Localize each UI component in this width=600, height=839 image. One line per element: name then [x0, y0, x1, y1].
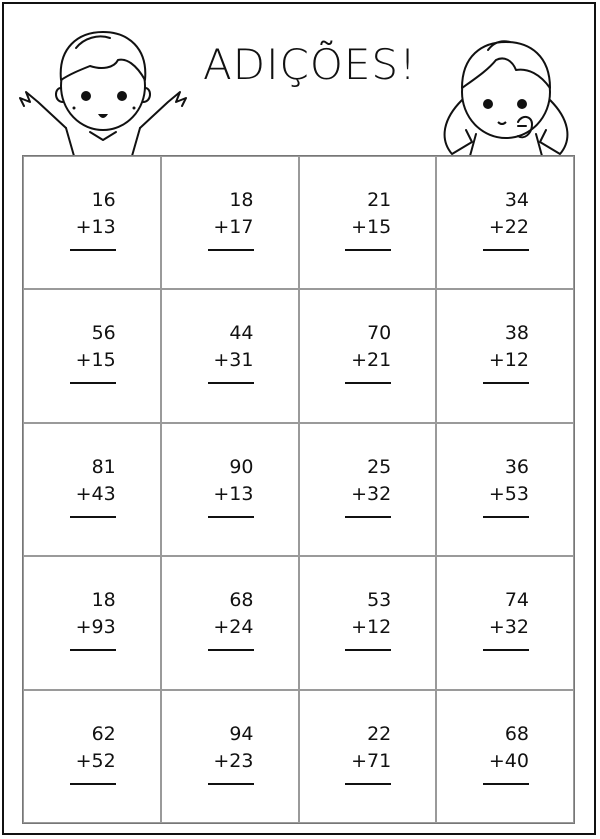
- second-addend: +32: [488, 616, 529, 639]
- answer-line[interactable]: [70, 516, 116, 518]
- problem-cell: [436, 690, 574, 823]
- answer-line[interactable]: [483, 649, 529, 651]
- answer-line[interactable]: [345, 249, 391, 251]
- addition-problem: [56, 587, 116, 641]
- addition-problem: [56, 187, 116, 241]
- problem-cell: [436, 289, 574, 422]
- first-addend: 25: [367, 455, 392, 478]
- first-addend: 74: [504, 589, 529, 612]
- first-addend: 70: [367, 322, 392, 345]
- first-addend: 34: [504, 189, 529, 211]
- second-addend: +15: [75, 349, 116, 372]
- answer-line[interactable]: [70, 249, 116, 251]
- second-addend: +13: [213, 482, 254, 505]
- first-addend: 16: [91, 189, 116, 211]
- addition-problem: [194, 187, 254, 241]
- answer-line[interactable]: [483, 783, 529, 785]
- answer-line[interactable]: [345, 382, 391, 384]
- first-addend: 18: [229, 189, 254, 211]
- answer-line[interactable]: [345, 783, 391, 785]
- addition-problem: [56, 320, 116, 374]
- answer-line[interactable]: [483, 382, 529, 384]
- problem-cell: [436, 156, 574, 289]
- problem-cell: [436, 556, 574, 689]
- problem-cell: [23, 690, 161, 823]
- first-addend: 36: [504, 455, 529, 478]
- second-addend: +43: [75, 482, 116, 505]
- addition-grid: [22, 155, 575, 824]
- first-addend: 68: [504, 722, 529, 745]
- answer-line[interactable]: [345, 649, 391, 651]
- second-addend: +32: [351, 482, 392, 505]
- problem-cell: [23, 556, 161, 689]
- problem-cell: [161, 423, 299, 556]
- addition-problem: [194, 721, 254, 775]
- answer-line[interactable]: [70, 382, 116, 384]
- problem-cell: [23, 423, 161, 556]
- first-addend: 53: [367, 589, 392, 612]
- answer-line[interactable]: [208, 249, 254, 251]
- problem-cell: [299, 289, 437, 422]
- second-addend: +22: [488, 216, 529, 238]
- first-addend: 44: [229, 322, 254, 345]
- second-addend: +53: [488, 482, 529, 505]
- addition-problem: [331, 187, 391, 241]
- answer-line[interactable]: [483, 516, 529, 518]
- addition-problem: [331, 454, 391, 508]
- page-title: ADIÇÕES!: [203, 40, 417, 89]
- second-addend: +15: [351, 216, 392, 238]
- girl-illustration: [432, 30, 582, 158]
- first-addend: 94: [229, 722, 254, 745]
- addition-problem: [469, 587, 529, 641]
- problem-cell: [299, 156, 437, 289]
- addition-problem: [331, 587, 391, 641]
- first-addend: 21: [367, 189, 392, 211]
- addition-problem: [56, 454, 116, 508]
- problem-cell: [23, 289, 161, 422]
- addition-problem: [469, 320, 529, 374]
- problem-cell: [161, 556, 299, 689]
- addition-problem: [469, 187, 529, 241]
- answer-line[interactable]: [483, 249, 529, 251]
- problem-cell: [299, 556, 437, 689]
- addition-problem: [469, 721, 529, 775]
- first-addend: 22: [367, 722, 392, 745]
- problem-cell: [436, 423, 574, 556]
- first-addend: 56: [91, 322, 116, 345]
- answer-line[interactable]: [208, 649, 254, 651]
- first-addend: 68: [229, 589, 254, 612]
- answer-line[interactable]: [208, 783, 254, 785]
- first-addend: 38: [504, 322, 529, 345]
- second-addend: +12: [488, 349, 529, 372]
- second-addend: +23: [213, 749, 254, 772]
- second-addend: +71: [351, 749, 392, 772]
- second-addend: +31: [213, 349, 254, 372]
- addition-problem: [469, 454, 529, 508]
- addition-problem: [56, 721, 116, 775]
- first-addend: 62: [91, 722, 116, 745]
- first-addend: 90: [229, 455, 254, 478]
- first-addend: 81: [91, 455, 116, 478]
- problem-cell: [299, 690, 437, 823]
- answer-line[interactable]: [345, 516, 391, 518]
- second-addend: +40: [488, 749, 529, 772]
- problem-cell: [161, 156, 299, 289]
- second-addend: +21: [351, 349, 392, 372]
- addition-problem: [194, 320, 254, 374]
- second-addend: +17: [213, 216, 254, 238]
- addition-problem: [331, 320, 391, 374]
- addition-problem: [331, 721, 391, 775]
- problem-cell: [299, 423, 437, 556]
- second-addend: +52: [75, 749, 116, 772]
- answer-line[interactable]: [208, 516, 254, 518]
- problem-cell: [23, 156, 161, 289]
- answer-line[interactable]: [70, 649, 116, 651]
- second-addend: +12: [351, 616, 392, 639]
- problem-cell: [161, 289, 299, 422]
- answer-line[interactable]: [70, 783, 116, 785]
- first-addend: 18: [91, 589, 116, 612]
- second-addend: +24: [213, 616, 254, 639]
- addition-problem: [194, 454, 254, 508]
- second-addend: +13: [75, 216, 116, 238]
- addition-problem: [194, 587, 254, 641]
- second-addend: +93: [75, 616, 116, 639]
- problem-cell: [161, 690, 299, 823]
- answer-line[interactable]: [208, 382, 254, 384]
